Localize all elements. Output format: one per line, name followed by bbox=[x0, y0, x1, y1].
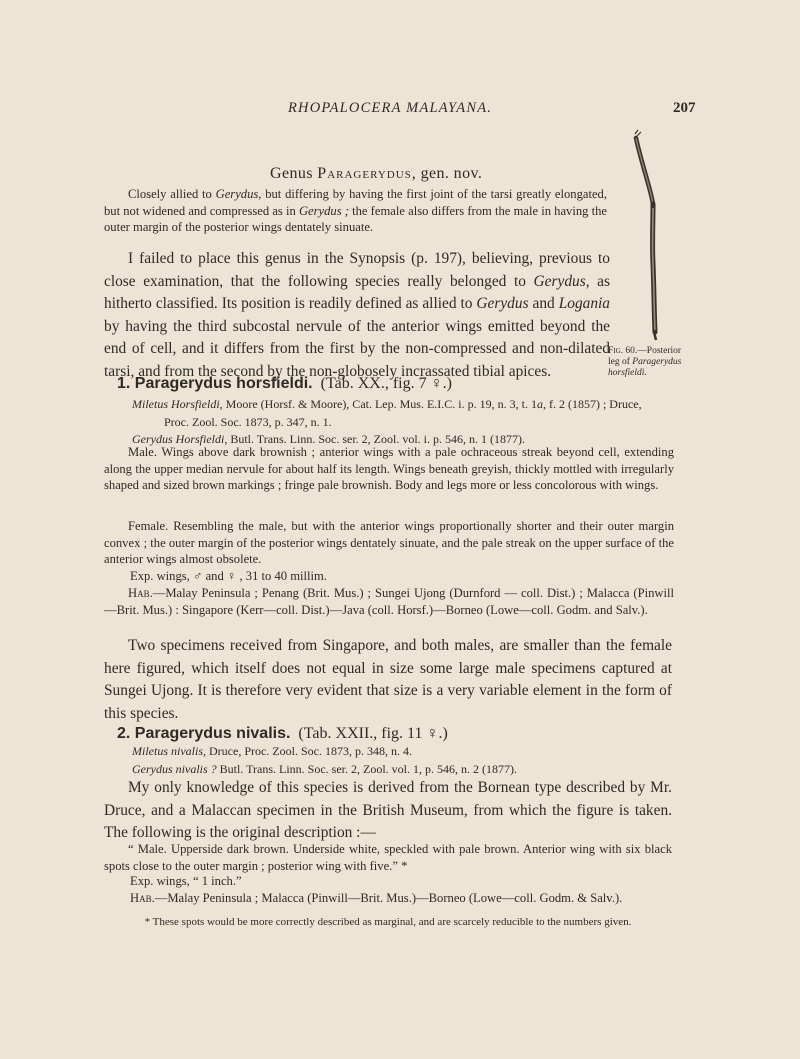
posterior-leg-illustration bbox=[598, 128, 708, 343]
figure-caption: Fig. 60.—Posterior leg of Paragerydus horsfieldi. bbox=[608, 346, 682, 378]
footnote: * These spots would be more correctly described as marginal, and are scarcely reducible to the numbers given. bbox=[144, 916, 632, 928]
genus-heading bbox=[270, 165, 482, 183]
page-number: 207 bbox=[673, 100, 696, 116]
genus-name: Paragerydus bbox=[317, 165, 412, 182]
species-1-synonym-2: Gerydus Horsfieldi, Butl. Trans. Linn. Soc. ser. 2, Zool. vol. i. p. 546, n. 1 (1877). bbox=[132, 432, 526, 446]
species-2-synonym-2: Gerydus nivalis ? Butl. Trans. Linn. Soc. ser. 2, Zool. vol. 1, p. 546, n. 2 (1877). bbox=[132, 761, 517, 776]
species-1-synonymy: Miletus Horsfieldi, Moore (Horsf. & Moore), Cat. Lep. Mus. E.I.C. i. p. 19, n. 3, t. 1a, f. 2 (1857) ; Druce, Proc. Zool. Soc. 1873, p. 347, n. 1. Gerydus Horsfieldi, Butl. Trans. Linn. Soc. ser. 2, Zool. vol. i. p. 546, n. 1 (1877). bbox=[132, 396, 672, 449]
species-1-female-description: Female. Resembling the male, but with the anterior wings proportionally shorter and their outer margin convex ; the outer margin of the posterior wings dentately sinuate, and the pale streak on the upper surface of the anterior wings almost obsolete. bbox=[104, 519, 674, 567]
species-2-habitat: Hab.—Malay Peninsula ; Malacca (Pinwill—Brit. Mus.)—Borneo (Lowe—coll. Godm. & Salv.). bbox=[130, 891, 623, 905]
species-1-male-description: Male. Wings above dark brownish ; anterior wings with a pale ochraceous streak beyond cell, extending along the upper median nervule for about half its length. Wings beneath greyish, thickly mottled with irregularly shaped and sized brown markings ; fringe pale brownish. Body and legs more or less concolorous with wings. bbox=[104, 445, 674, 493]
species-2-expanse: Exp. wings, “ 1 inch.” bbox=[130, 874, 242, 888]
genus-prefix: Genus bbox=[270, 165, 313, 182]
genus-remarks: I failed to place this genus in the Synopsis (p. 197), believing, previous to close examination, that the following species really belonged to Gerydus, as hitherto classified. Its position is readily defined as allied to Gerydus and Logania by having the third subcostal nervule of the anterior wings emitted beyond the end of cell, and it differs from the first by the non-compressed and non-dilated tarsi, and from the second by the non-globosely incrassated tibial apices. bbox=[104, 250, 610, 380]
running-head bbox=[0, 100, 800, 122]
species-1-note: Two specimens received from Singapore, and both males, are smaller than the female here figured, which itself does not equal in size some large male specimens captured at Sungei Ujong. It is therefore very evident that size is a very variable element in the form of this species. bbox=[104, 637, 672, 722]
species-2-original-description: “ Male. Upperside dark brown. Underside white, speckled with pale brown. Anterior wing with six black spots close to the outer margin ; posterior wing with five.” * bbox=[104, 842, 672, 873]
species-2-synonymy bbox=[132, 743, 672, 778]
species-2-intro: My only knowledge of this species is derived from the Bornean type described by Mr. Druce, and a Malaccan specimen in the British Museum, from which the figure is taken. The following is the original description :— bbox=[104, 779, 672, 842]
species-2-heading: 2. Paragerydus nivalis. (Tab. XXII., fig. 11 ♀.) bbox=[117, 725, 448, 742]
species-1-expanse: Exp. wings, ♂ and ♀ , 31 to 40 millim. bbox=[130, 569, 327, 583]
genus-suffix: , gen. nov. bbox=[411, 165, 483, 182]
species-1-synonym-1: Miletus Horsfieldi, Moore (Horsf. & Moore), Cat. Lep. Mus. E.I.C. i. p. 19, n. 3, t. 1a, f. 2 (1857) ; Druce, bbox=[132, 397, 642, 411]
genus-diagnosis: Closely allied to Gerydus, but differing by having the first joint of the tarsi greatly elongated, but not widened and compressed as in Gerydus ; the female also differs from the male in having the outer margin of the posterior wings dentately sinuate. bbox=[104, 187, 607, 235]
figure-60 bbox=[598, 128, 708, 390]
running-title: RHOPALOCERA MALAYANA. bbox=[288, 100, 493, 116]
species-2-synonym-1: Miletus nivalis, Druce, Proc. Zool. Soc. 1873, p. 348, n. 4. bbox=[132, 744, 412, 758]
species-1-heading: 1. Paragerydus horsfieldi. (Tab. XX., fig. 7 ♀.) bbox=[117, 375, 452, 392]
species-1-habitat: Hab.—Malay Peninsula ; Penang (Brit. Mus.) ; Sungei Ujong (Durnford — coll. Dist.) ; Malacca (Pinwill—Brit. Mus.) : Singapore (Kerr—coll. Dist.)—Java (coll. Horsf.)—Borneo (Lowe—coll. Godm. and Salv.). bbox=[104, 586, 674, 617]
